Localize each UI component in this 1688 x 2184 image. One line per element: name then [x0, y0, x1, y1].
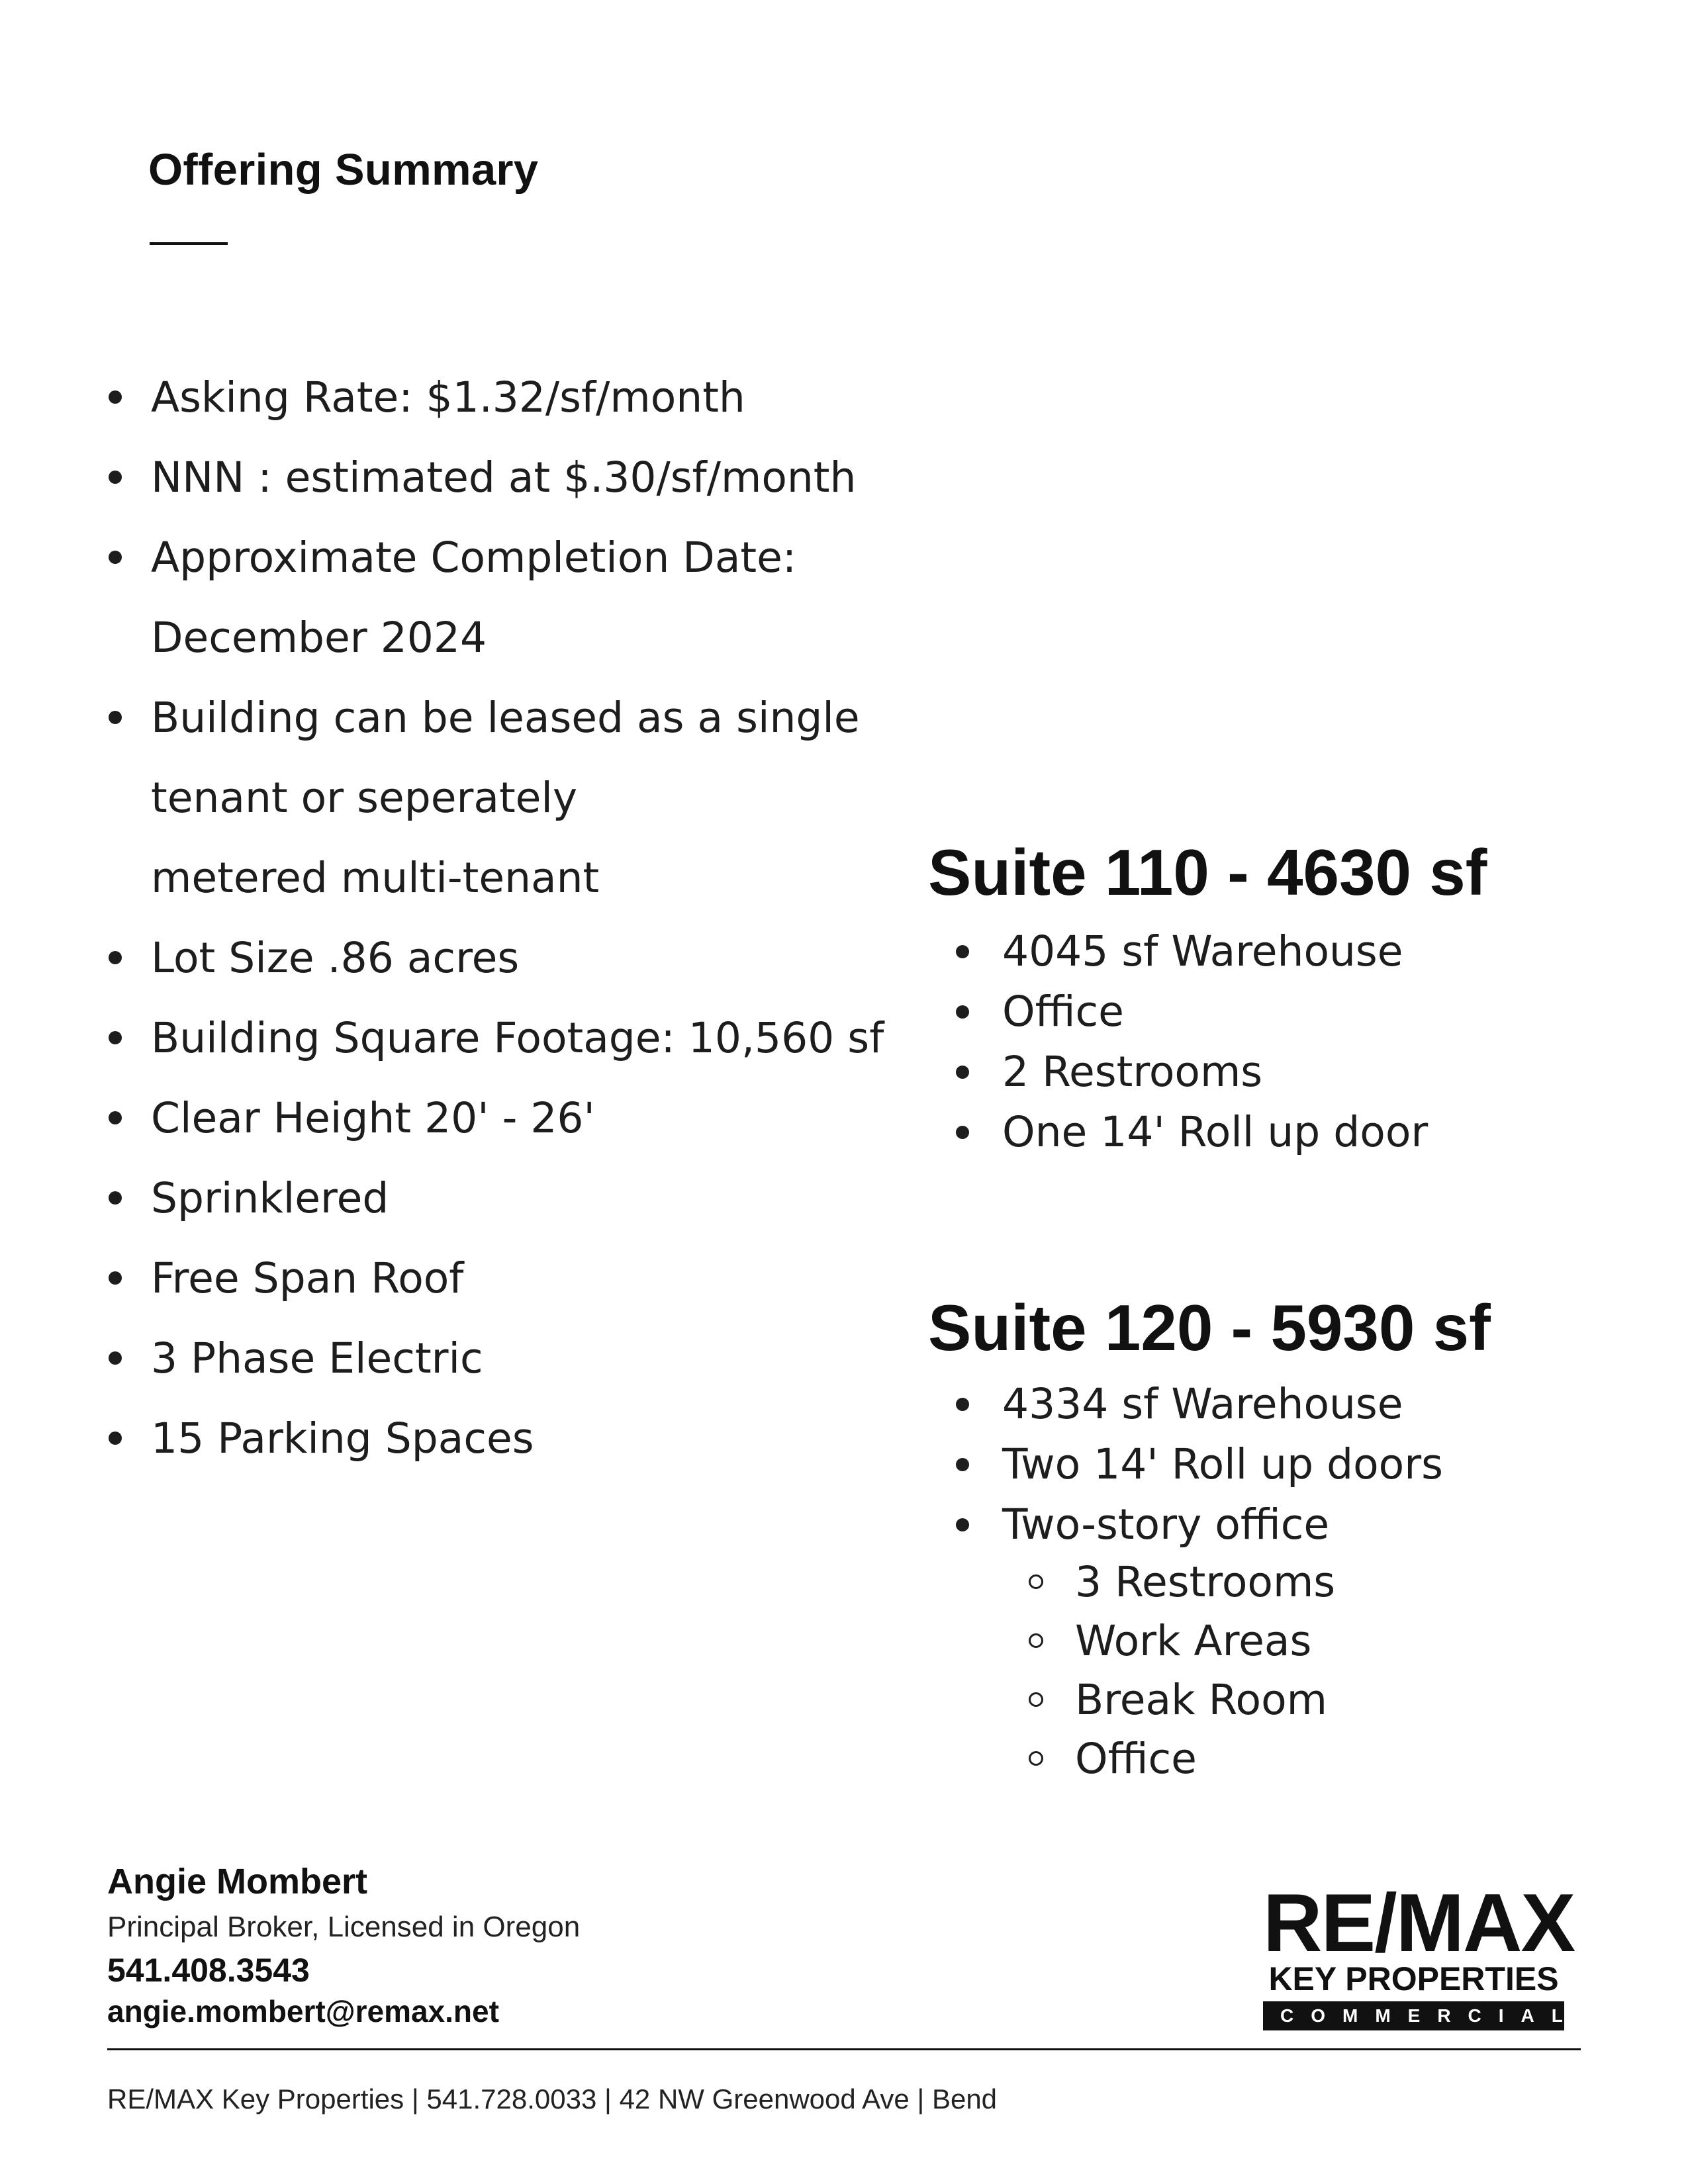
bullet-icon	[109, 1351, 122, 1365]
list-item: One 14' Roll up door	[947, 1102, 1428, 1162]
feature-line-1: Building can be leased as a single tenant or seperately	[151, 694, 860, 822]
agent-role: Principal Broker, Licensed in Oregon	[107, 1911, 581, 1943]
list-item: NNN : estimated at $.30/sf/month	[99, 437, 920, 518]
list-item: 3 Restrooms	[1019, 1553, 1335, 1612]
list-item: Approximate Completion Date: December 2024	[99, 518, 920, 678]
bullet-icon	[109, 1111, 122, 1124]
logo-band: COMMERCIAL	[1263, 2001, 1564, 2030]
bullet-icon	[109, 1432, 122, 1445]
list-item: Two-story office	[947, 1494, 1443, 1555]
bullet-icon	[109, 1031, 122, 1044]
circle-bullet-icon	[1029, 1751, 1043, 1766]
circle-bullet-icon	[1029, 1633, 1043, 1648]
list-item: Lot Size .86 acres	[99, 918, 920, 998]
list-item: Office	[1019, 1729, 1335, 1788]
bullet-icon	[109, 390, 122, 404]
list-item: Office	[947, 981, 1428, 1042]
list-item: 3 Phase Electric	[99, 1318, 920, 1398]
list-item: 15 Parking Spaces	[99, 1398, 920, 1479]
list-item: Asking Rate: $1.32/sf/month	[99, 357, 920, 437]
title-underline	[150, 242, 228, 245]
bullet-icon	[956, 1066, 969, 1079]
agent-contact	[107, 1858, 580, 2032]
bullet-icon	[956, 945, 969, 958]
bullet-icon	[956, 1398, 969, 1411]
page-title: Offering Summary	[148, 145, 539, 195]
bullet-icon	[109, 951, 122, 964]
bullet-icon	[109, 471, 122, 484]
footer-divider	[107, 2048, 1581, 2050]
circle-bullet-icon	[1029, 1574, 1043, 1589]
bullet-icon	[109, 1191, 122, 1205]
bullet-icon	[956, 1126, 969, 1139]
suite-110-title: Suite 110 - 4630 sf	[928, 836, 1487, 909]
list-item: 4334 sf Warehouse	[947, 1374, 1443, 1434]
bullet-icon	[109, 551, 122, 564]
footer-text: RE/MAX Key Properties | 541.728.0033 | 42 NW Greenwood Ave | Bend	[107, 2083, 998, 2115]
logo-subtitle: KEY PROPERTIES	[1268, 1960, 1559, 1997]
list-item: Clear Height 20' - 26'	[99, 1078, 920, 1158]
bullet-icon	[109, 711, 122, 724]
circle-bullet-icon	[1029, 1692, 1043, 1707]
list-item: 2 Restrooms	[947, 1042, 1428, 1102]
agent-email[interactable]: angie.mombert@remax.net	[107, 1994, 499, 2028]
bullet-icon	[109, 1271, 122, 1285]
suite-120-list	[947, 1374, 1443, 1555]
list-item: Sprinklered	[99, 1158, 920, 1238]
list-item	[99, 678, 920, 918]
bullet-icon	[956, 1518, 969, 1531]
list-item: Free Span Roof	[99, 1238, 920, 1318]
logo-wordmark: RE/MAX	[1263, 1878, 1575, 1969]
remax-logo	[1263, 1878, 1580, 2030]
bullet-icon	[956, 1458, 969, 1471]
list-item: Work Areas	[1019, 1612, 1335, 1670]
list-item: Two 14' Roll up doors	[947, 1434, 1443, 1494]
bullet-icon	[956, 1005, 969, 1019]
office-sublist	[1019, 1553, 1335, 1788]
suite-110-list	[947, 921, 1428, 1162]
agent-phone[interactable]: 541.408.3543	[107, 1952, 310, 1989]
list-item: Break Room	[1019, 1670, 1335, 1729]
feature-line-2: metered multi-tenant	[151, 854, 600, 902]
list-item: Building Square Footage: 10,560 sf	[99, 998, 920, 1078]
agent-name: Angie Mombert	[107, 1862, 368, 1901]
feature-list	[99, 357, 920, 1479]
suite-120-title: Suite 120 - 5930 sf	[928, 1291, 1491, 1364]
list-item: 4045 sf Warehouse	[947, 921, 1428, 981]
